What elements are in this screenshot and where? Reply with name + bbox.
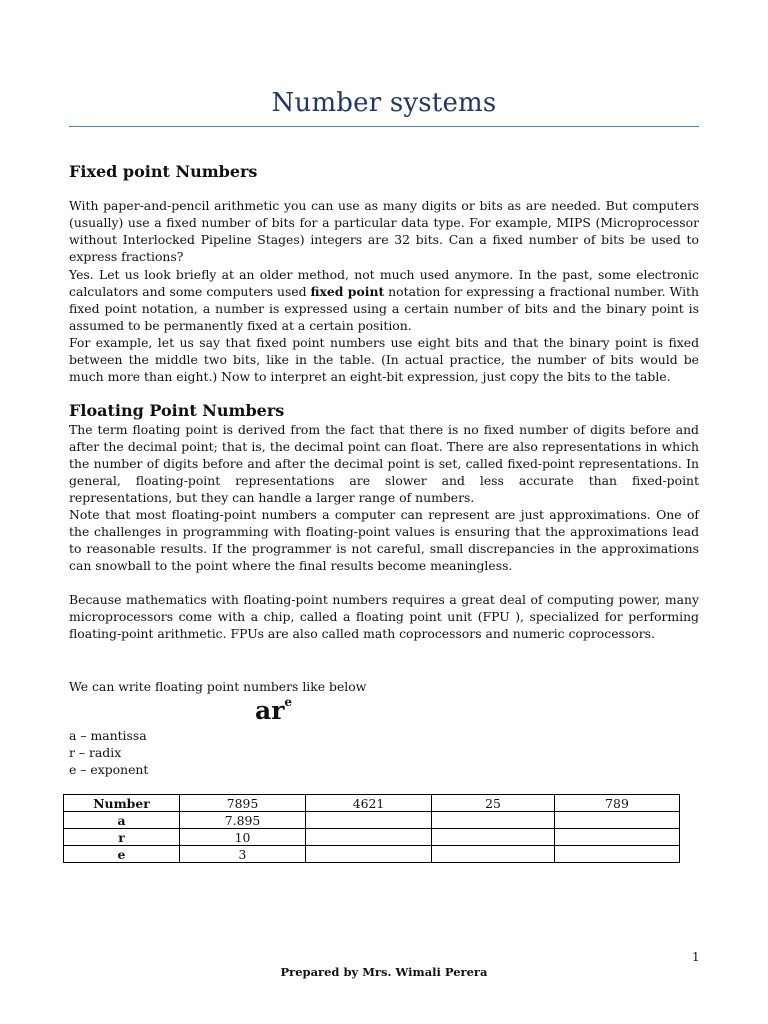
title-divider <box>69 126 699 127</box>
paragraph-floating-1: The term floating point is derived from the fact that there is no fixed number of digits before and after the decimal point; that is, the decimal point can float. There are also representations in which the number of digits before and after the decimal point is set, called fixed-point representations. In general, floating-point representations are slower and less accurate than fixed-point representations, but they can handle a larger range of numbers. <box>69 422 699 506</box>
paragraph-floating-2: Note that most floating-point numbers a computer can represent are just approximations. One of the challenges in programming with floating-point values is ensuring that the approximations lead to reasonable results. If the programmer is not careful, small discrepancies in the approximations can snowball to the point where the final results become meaningless. <box>69 507 699 574</box>
table-cell: 3 <box>180 846 306 863</box>
table-cell <box>555 812 680 829</box>
page-title: Number systems <box>271 88 497 118</box>
table-cell: Number <box>64 795 180 812</box>
legend-item: a – mantissa <box>69 728 147 743</box>
table-cell <box>306 812 432 829</box>
paragraph-fixed-2 <box>69 266 699 334</box>
formula <box>255 696 292 725</box>
table-row <box>64 795 680 812</box>
paragraph-fixed-2-after: notation for expressing a fractional number. With fixed point notation, a number is expressed using a certain number of bits and the binary point is assumed to be permanently fixed at a certain position. <box>69 284 700 334</box>
table-cell <box>555 829 680 846</box>
table-cell: 7895 <box>180 795 306 812</box>
table-row <box>64 829 680 846</box>
formula-base: ar <box>255 696 285 725</box>
table-cell: e <box>64 846 180 863</box>
section-heading-fixed-point: Fixed point Numbers <box>69 162 258 181</box>
paragraph-fixed-2-before: Yes. Let us look briefly at an older method, not much used anymore. In the past, some electronic calculators and some computers used <box>69 267 699 300</box>
section-heading-floating-point: Floating Point Numbers <box>69 401 285 420</box>
paragraph-fixed-3: For example, let us say that fixed point numbers use eight bits and that the binary point is fixed between the middle two bits, like in the table. (In actual practice, the number of bits would be much more than eight.) Now to interpret an eight-bit expression, just copy the bits to the table. <box>69 335 699 385</box>
intro-line: We can write floating point numbers like below <box>69 679 367 694</box>
floating-point-table <box>63 794 680 863</box>
footer-author: Prepared by Mrs. Wimali Perera <box>280 965 488 979</box>
fixed-point-bold: fixed point <box>310 284 385 300</box>
table-cell: 789 <box>555 795 680 812</box>
table-row <box>64 812 680 829</box>
table-cell <box>306 846 432 863</box>
page-number: 1 <box>692 950 700 964</box>
table-cell: 25 <box>432 795 555 812</box>
table-cell <box>432 812 555 829</box>
formula-legend <box>69 727 148 778</box>
table-cell <box>555 846 680 863</box>
paragraph-floating-3: Because mathematics with floating-point numbers requires a great deal of computing power, many microprocessors come with a chip, called a floating point unit (FPU ), specialized for performing floating-point arithmetic. FPUs are also called math coprocessors and numeric coprocessors. <box>69 592 699 642</box>
table-cell <box>432 846 555 863</box>
table-row <box>64 846 680 863</box>
legend-item: r – radix <box>69 745 122 760</box>
table-cell: r <box>64 829 180 846</box>
formula-exponent: e <box>284 694 293 709</box>
paragraph-fixed-1: With paper-and-pencil arithmetic you can use as many digits or bits as are needed. But computers (usually) use a fixed number of bits for a particular data type. For example, MIPS (Microprocessor without Interlocked Pipeline Stages) integers are 32 bits. Can a fixed number of bits be used to express fractions? <box>69 198 699 265</box>
table-cell <box>306 829 432 846</box>
table-cell: 7.895 <box>180 812 306 829</box>
legend-item: e – exponent <box>69 762 149 777</box>
table-cell: a <box>64 812 180 829</box>
table-cell: 4621 <box>306 795 432 812</box>
table-cell: 10 <box>180 829 306 846</box>
table-cell <box>432 829 555 846</box>
